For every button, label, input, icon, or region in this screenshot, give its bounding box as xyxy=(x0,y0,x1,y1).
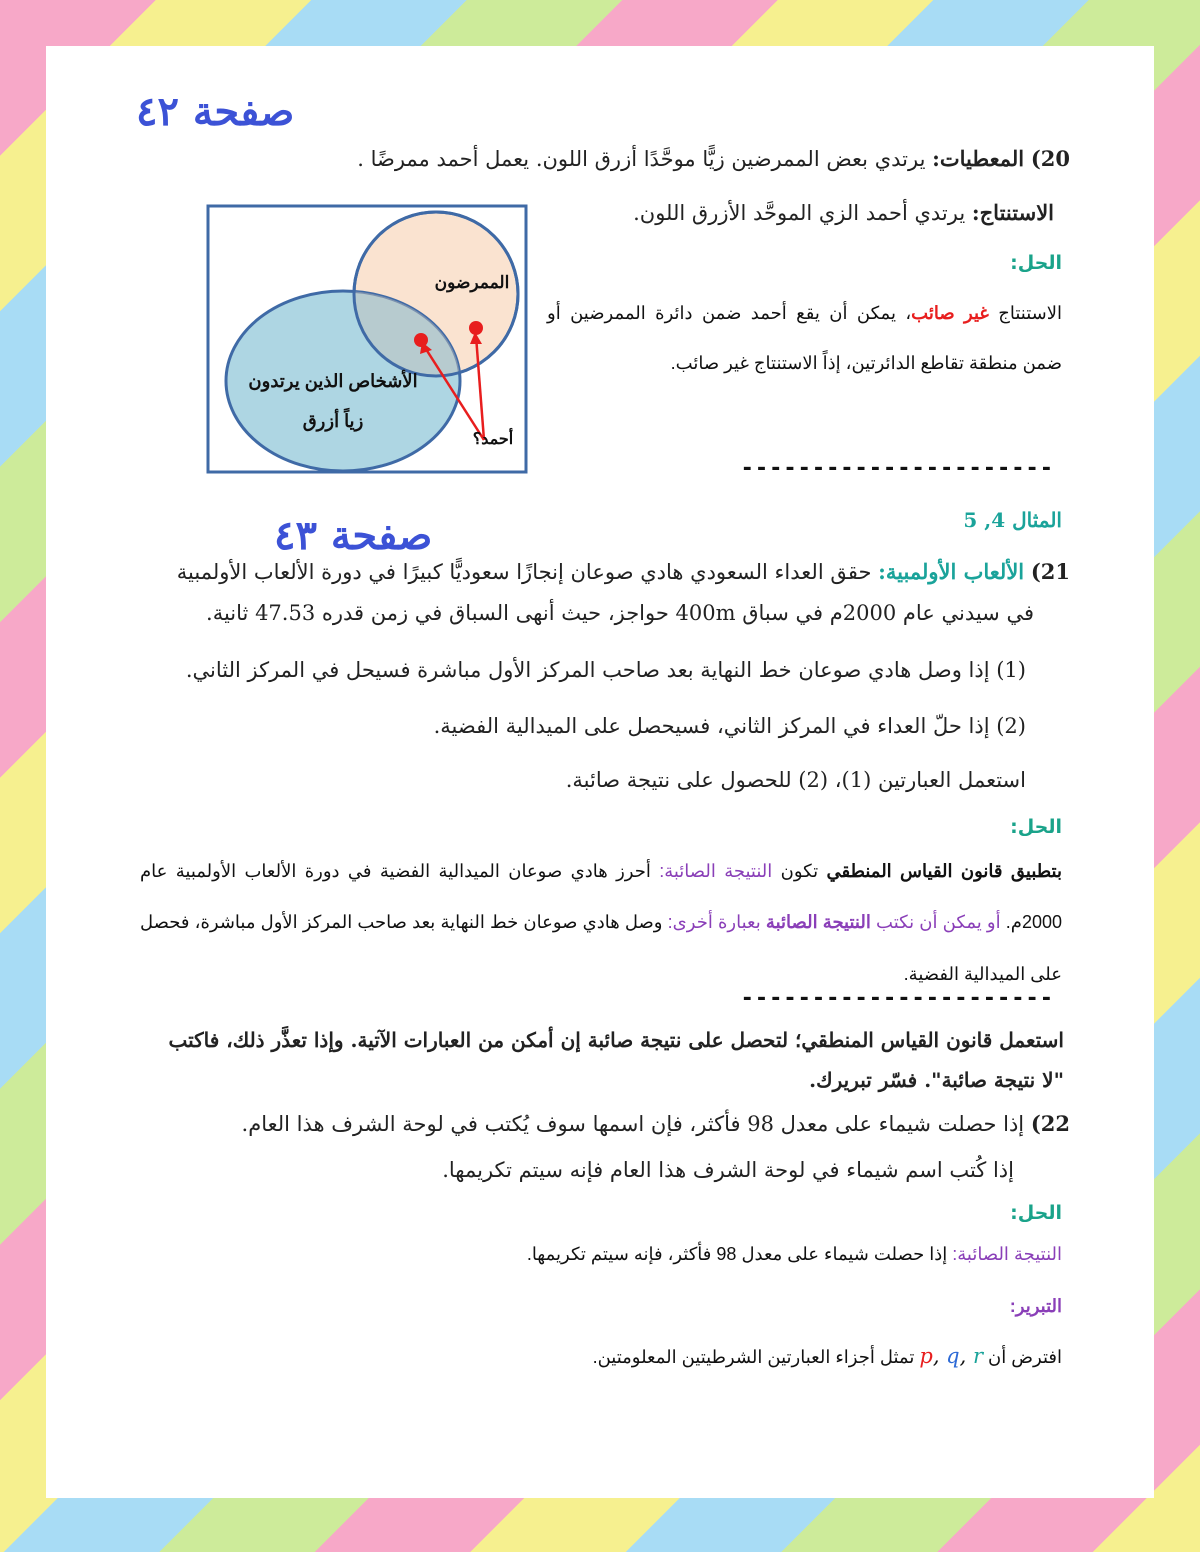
q20-given-line xyxy=(357,146,1070,171)
q22-number: 22) xyxy=(1030,1111,1070,1136)
q20-solution-heading: الحل: xyxy=(1010,252,1062,274)
q22-result: النتيجة الصائبة: إذا حصلت شيماء على معدل 98 فأكثر، فإنه سيتم تكريمها. xyxy=(526,1244,1062,1264)
venn-label-nurses: الممرضون xyxy=(434,273,510,292)
q20-given-text: يرتدي بعض الممرضين زيًّا موحَّدًا أزرق اللون. يعمل أحمد ممرضًا . xyxy=(357,147,926,171)
q21-line1 xyxy=(177,559,1070,584)
venn-label-blue-line2: زياً أزرق xyxy=(302,411,364,431)
venn-dot-intersection xyxy=(414,333,428,347)
q20-number: 20) xyxy=(1030,146,1070,171)
q20-solution-highlight: غير صائب xyxy=(911,303,989,323)
q21-solution-text: بتطبيق قانون القياس المنطقي تكون النتيجة الصائبة: أحرز هادي صوعان الميدالية الفضية في دورة الألعاب الأولمبية عام 2000م. أو يمكن أن نكتب النتيجة الصائبة بعبارة أخرى: وصل هادي صوعان خط النهاية بعد صاحب المركز الأول مباشرة، فحصل على الميدالية الفضية. xyxy=(140,861,1063,984)
page-label-42: صفحة ٤٢ xyxy=(136,88,295,135)
venn-dot-nurses-only xyxy=(469,321,483,335)
page-label-43: صفحة ٤٣ xyxy=(274,512,433,559)
q22-assume-line: افترض أن p, q, r تمثل أجزاء العبارتين الشرطيتين المعلومتين. xyxy=(592,1344,1062,1368)
q21-line2: في سيدني عام 2000م في سباق 400m حواجز، حيث أنهى السباق في زمن قدره 47.53 ثانية. xyxy=(206,601,1034,625)
q20-conclusion-line xyxy=(633,200,1054,225)
separator-2: ---------------------- xyxy=(740,986,1054,1011)
q21-topic-label: الألعاب الأولمبية: xyxy=(878,559,1025,584)
q21-task: استعمل العبارتين (1)، (2) للحصول على نتيجة صائبة. xyxy=(565,768,1026,792)
q22-reason-heading: التبرير: xyxy=(1009,1296,1062,1316)
separator-1: ---------------------- xyxy=(740,456,1054,481)
instructions-line1: استعمل قانون القياس المنطقي؛ لتحصل على نتيجة صائبة إن أمكن من العبارات الآتية. وإذا تعذَّر ذلك، فاكتب xyxy=(168,1028,1064,1052)
q21-statement-2: (2) إذا حلّ العداء في المركز الثاني، فسيحصل على الميدالية الفضية. xyxy=(433,714,1026,738)
q22-solution-heading: الحل: xyxy=(1010,1202,1062,1224)
q20-conclusion-label: الاستنتاج: xyxy=(971,200,1054,225)
q21-sol-bold: بتطبيق قانون القياس المنطقي xyxy=(826,861,1062,881)
q22-result-label: النتيجة الصائبة: xyxy=(952,1244,1062,1264)
venn-diagram xyxy=(206,204,530,476)
q20-conclusion-text: يرتدي أحمد الزي الموحَّد الأزرق اللون. xyxy=(633,201,966,225)
q21-solution-heading: الحل: xyxy=(1010,816,1062,838)
venn-label-ahmed: أحمد؟ xyxy=(472,431,514,448)
venn-label-blue-line1: الأشخاص الذين يرتدون xyxy=(248,371,418,391)
q22-variables: p, q, r xyxy=(919,1344,984,1368)
q22-line2: إذا كُتب اسم شيماء في لوحة الشرف هذا العام فإنه سيتم تكريمها. xyxy=(442,1158,1014,1182)
q21-number: 21) xyxy=(1030,559,1070,584)
q20-solution-text: الاستنتاج غير صائب، يمكن أن يقع أحمد ضمن دائرة الممرضين أو ضمن منطقة تقاطع الدائرتين، إذاً الاستنتاج غير صائب. xyxy=(547,303,1062,374)
example-reference: المثال 4, 5 xyxy=(963,508,1062,532)
q21-line1-text: حقق العداء السعودي هادي صوعان إنجازًا سعوديًّا كبيرًا في دورة الألعاب الأولمبية xyxy=(176,560,872,584)
page-sheet xyxy=(46,46,1154,1498)
q20-given-label: المعطيات: xyxy=(932,146,1025,171)
instructions-line2: "لا نتيجة صائبة". فسّر تبريرك. xyxy=(809,1068,1064,1092)
q21-statement-1: (1) إذا وصل هادي صوعان خط النهاية بعد صاحب المركز الأول مباشرة فسيحل في المركز الثاني. xyxy=(185,658,1026,682)
q22-line1: 22) إذا حصلت شيماء على معدل 98 فأكثر، فإن اسمها سوف يُكتب في لوحة الشرف هذا العام. xyxy=(241,1111,1070,1136)
